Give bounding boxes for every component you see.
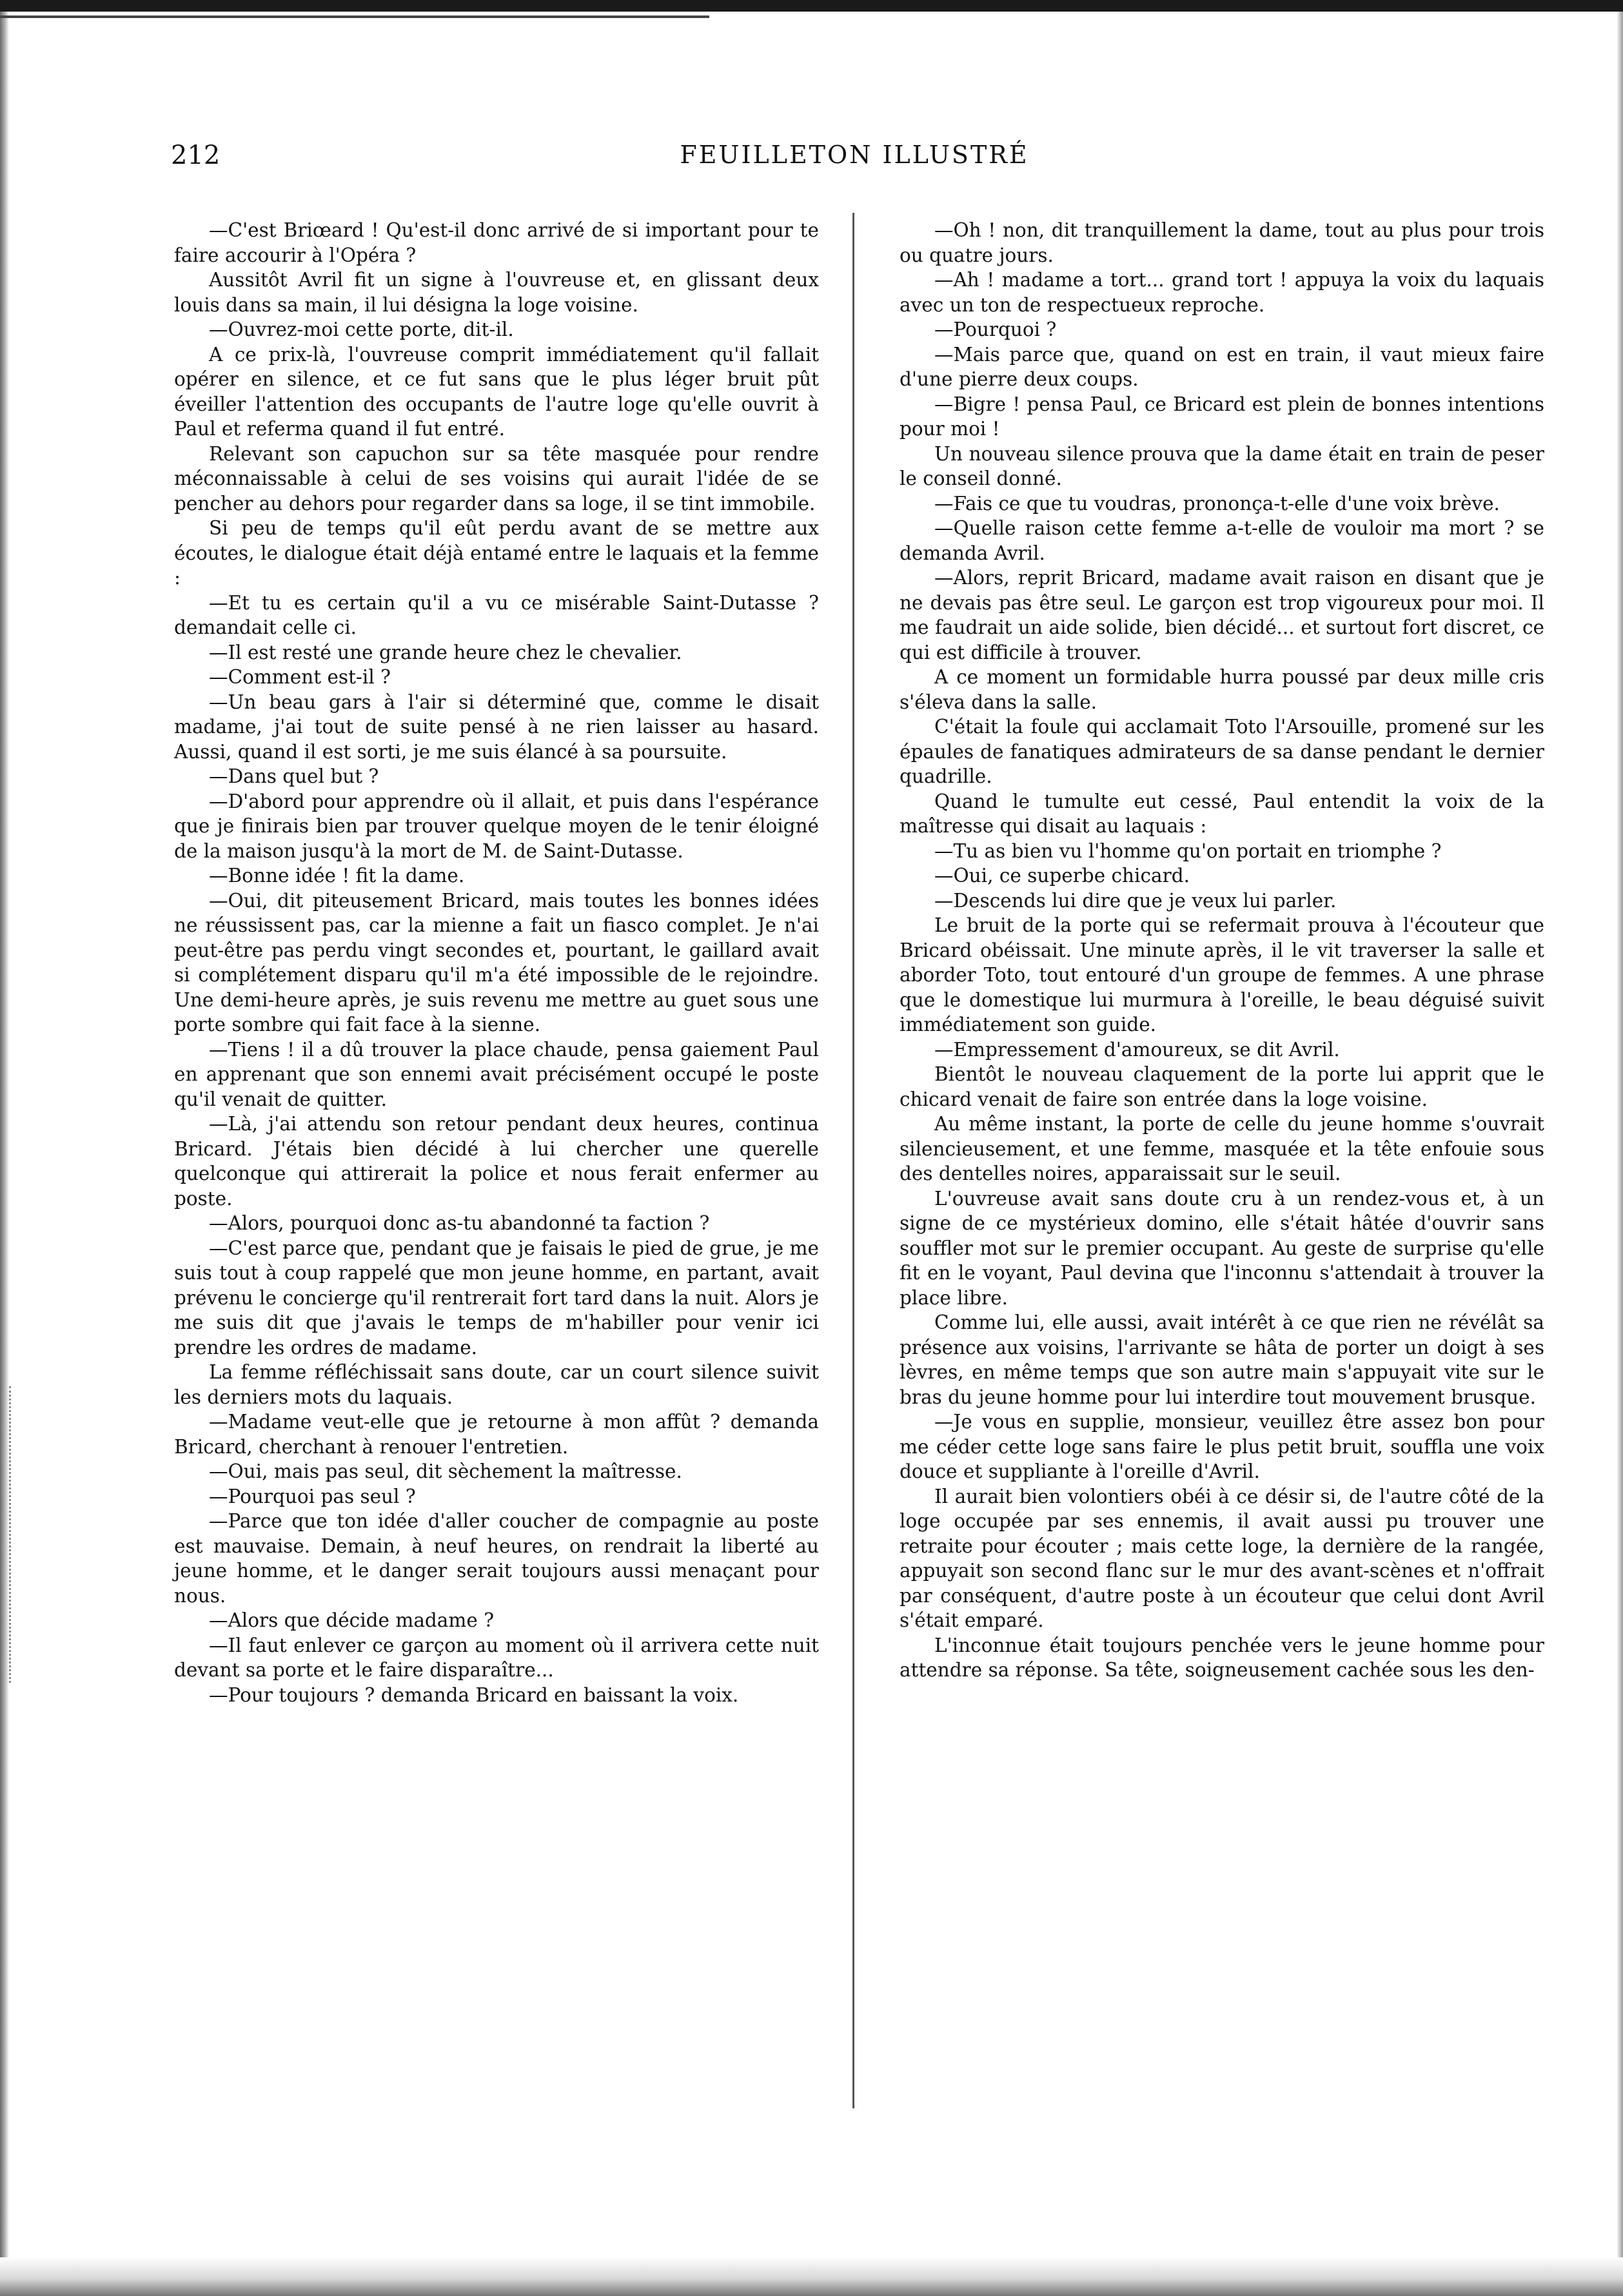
paragraph: —Alors, pourquoi donc as-tu abandonné ta faction ? — [209, 1212, 710, 1234]
paragraph: Quand le tumulte eut cessé, Paul entendit la voix de la maîtresse qui disait au laquais : — [900, 790, 1544, 837]
paragraph: —Oui, dit piteusement Bricard, mais toutes les bonnes idées ne réussissent pas, car la mienne a fait un fiasco complet. Je n'ai peut-être pas perdu vingt secondes et, pourtant, le gaillard avait si complétement disparu qu'il m'a été impossible de le rejoindre. Une demi-heure après, je suis revenu me mettre au guet sous une porte sombre qui fait face à la sienne. — [174, 889, 819, 1035]
paragraph: Au même instant, la porte de celle du jeune homme s'ouvrait silencieusement, et une femme, masquée et la tête enfouie sous des dentelles noires, apparaissait sur le seuil. — [900, 1113, 1544, 1184]
paragraph: —Oh ! non, dit tranquillement la dame, tout au plus pour trois ou quatre jours. — [900, 219, 1544, 266]
left-column — [174, 218, 819, 1707]
column-divider — [852, 213, 854, 2108]
paragraph: —Là, j'ai attendu son retour pendant deux heures, continua Bricard. J'étais bien décidé à lui chercher une querelle quelconque qui attirerait la police et nous ferait enfermer au poste. — [174, 1113, 819, 1210]
page-number: 212 — [171, 141, 221, 170]
paragraph: —Oui, ce superbe chicard. — [934, 865, 1190, 887]
paragraph: —Parce que ton idée d'aller coucher de compagnie au poste est mauvaise. Demain, à neuf heures, on rendrait la liberté au jeune homme, et le danger serait toujours aussi menaçant pour nous. — [174, 1510, 819, 1607]
paragraph: —Quelle raison cette femme a-t-elle de vouloir ma mort ? se demanda Avril. — [900, 517, 1544, 564]
top-rule — [0, 0, 1623, 12]
paragraph: —Tiens ! il a dû trouver la place chaude, pensa gaiement Paul en apprenant que son ennemi avait précisément occupé le poste qu'il venait de quitter. — [174, 1038, 819, 1110]
paragraph: Aussitôt Avril fit un signe à l'ouvreuse et, en glissant deux louis dans sa main, il lui désigna la loge voisine. — [174, 269, 819, 316]
binding-mark — [9, 1386, 23, 1683]
right-column — [900, 218, 1544, 1683]
paragraph: —D'abord pour apprendre où il allait, et puis dans l'espérance que je finirais bien par trouver quelque moyen de le tenir éloigné de la maison jusqu'à la mort de M. de Saint-Dutasse. — [174, 790, 819, 862]
paragraph: —Mais parce que, quand on est en train, il vaut mieux faire d'une pierre deux coups. — [900, 343, 1544, 390]
page-header — [164, 141, 1544, 179]
paragraph: L'inconnue était toujours penchée vers le jeune homme pour attendre sa réponse. Sa tête, soigneusement cachée sous les den- — [900, 1634, 1544, 1681]
paragraph: —Je vous en supplie, monsieur, veuillez être assez bon pour me céder cette loge sans faire le plus petit bruit, souffla une voix douce et suppliante à l'oreille d'Avril. — [900, 1411, 1544, 1482]
paragraph: —Un beau gars à l'air si déterminé que, comme le disait madame, j'ai tout de suite pensé à ne rien laisser au hasard. Aussi, quand il est sorti, je me suis élancé à sa poursuite. — [174, 691, 819, 763]
paragraph: Relevant son capuchon sur sa tête masquée pour rendre méconnaissable à celui de ses voisins qui aurait l'idée de se pencher au dehors pour regarder dans sa loge, il se tint immobile. — [174, 442, 819, 515]
paragraph: L'ouvreuse avait sans doute cru à un rendez-vous et, à un signe de ce mystérieux domino, elle s'était hâtée d'ouvrir sans souffler mot sur le premier occupant. Au geste de surprise qu'elle fit en le voyant, Paul devina que l'inconnu s'attendait à trouver la place libre. — [900, 1187, 1544, 1309]
running-title: FEUILLETON ILLUSTRÉ — [680, 141, 1029, 169]
paragraph: —Dans quel but ? — [209, 765, 379, 787]
paragraph: —Bigre ! pensa Paul, ce Bricard est plein de bonnes intentions pour moi ! — [900, 393, 1544, 440]
paragraph: C'était la foule qui acclamait Toto l'Arsouille, promené sur les épaules de fanatiques admirateurs de sa danse pendant le dernier quadrille. — [900, 716, 1544, 787]
paragraph: —Empressement d'amoureux, se dit Avril. — [934, 1038, 1340, 1061]
paragraph: —Madame veut-elle que je retourne à mon affût ? demanda Bricard, cherchant à renouer l'entretien. — [174, 1411, 819, 1458]
paragraph: —Alors, reprit Bricard, madame avait raison en disant que je ne devais pas être seul. Le garçon est trop vigoureux pour moi. Il me faudrait un aide solide, bien décidé... et surtout fort discret, ce qui est difficile à trouver. — [900, 567, 1544, 663]
paragraph: A ce prix-là, l'ouvreuse comprit immédiatement qu'il fallait opérer en silence, et ce fut sans que le plus léger bruit pût éveiller l'attention des occupants de l'autre loge qu'elle ouvrit à Paul et referma quand il fut entré. — [174, 343, 819, 440]
page-right-edge — [1617, 0, 1623, 2296]
paragraph: —Pourquoi ? — [934, 319, 1057, 340]
paragraph: —C'est Briœard ! Qu'est-il donc arrivé de si important pour te faire accourir à l'Opéra ? — [174, 219, 819, 266]
paragraph: —Fais ce que tu voudras, prononça-t-elle d'une voix brève. — [934, 492, 1500, 515]
paragraph: Si peu de temps qu'il eût perdu avant de se mettre aux écoutes, le dialogue était déjà entamé entre le laquais et la femme : — [174, 517, 819, 589]
paragraph: —Et tu es certain qu'il a vu ce misérable Saint-Dutasse ? demandait celle ci. — [174, 591, 819, 638]
paragraph: —Descends lui dire que je veux lui parler. — [934, 889, 1337, 912]
page-bottom-shadow — [0, 2257, 1623, 2296]
paragraph: —Ah ! madame a tort... grand tort ! appuya la voix du laquais avec un ton de respectueux reproche. — [900, 269, 1544, 316]
paragraph: A ce moment un formidable hurra poussé par deux mille cris s'éleva dans la salle. — [900, 666, 1544, 713]
paragraph: —Ouvrez-moi cette porte, dit-il. — [209, 319, 514, 340]
paragraph: —Il faut enlever ce garçon au moment où il arrivera cette nuit devant sa porte et le faire disparaître... — [174, 1634, 819, 1681]
paragraph: —Pourquoi pas seul ? — [209, 1485, 416, 1507]
paragraph: —Bonne idée ! fit la dame. — [209, 865, 465, 887]
paragraph: Il aurait bien volontiers obéi à ce désir si, de l'autre côté de la loge occupée par ses ennemis, il avait aussi pu trouver une retraite pour écouter ; mais cette loge, la dernière de la rangée, appuyait son second flanc sur le mur des avant-scènes et n'offrait par conséquent, d'autre poste à un écouteur que celui dont Avril s'était emparé. — [900, 1485, 1544, 1631]
paragraph: Bientôt le nouveau claquement de la porte lui apprit que le chicard venait de faire son entrée dans la loge voisine. — [900, 1063, 1544, 1110]
paragraph: —Tu as bien vu l'homme qu'on portait en triomphe ? — [934, 839, 1442, 862]
top-rule-secondary — [0, 15, 709, 18]
paragraph: —Comment est-il ? — [209, 666, 391, 688]
paragraph: —Oui, mais pas seul, dit sèchement la maîtresse. — [209, 1460, 682, 1482]
paragraph: —Pour toujours ? demanda Bricard en baissant la voix. — [209, 1683, 739, 1706]
paragraph: Le bruit de la porte qui se refermait prouva à l'écouteur que Bricard obéissait. Une minute après, il le vit traverser la salle et aborder Toto, tout entouré d'un groupe de femmes. A une phrase que le domestique lui murmura à l'oreille, le beau déguisé suivit immédiatement son guide. — [900, 914, 1544, 1035]
paragraph: Comme lui, elle aussi, avait intérêt à ce que rien ne révélât sa présence aux voisins, l'arrivante se hâta de porter un doigt à ses lèvres, en même temps que son autre main s'appuyait vite sur le bras du jeune homme pour lui interdire tout mouvement brusque. — [900, 1311, 1544, 1408]
paragraph: Un nouveau silence prouva que la dame était en train de peser le conseil donné. — [900, 442, 1544, 489]
paragraph: —Il est resté une grande heure chez le chevalier. — [209, 641, 682, 663]
paragraph: La femme réfléchissait sans doute, car un court silence suivit les derniers mots du laquais. — [174, 1361, 819, 1408]
paragraph: —C'est parce que, pendant que je faisais le pied de grue, je me suis tout à coup rappelé que mon jeune homme, en partant, avait prévenu le concierge qu'il rentrerait fort tard dans la nuit. Alors je me suis dit que j'avais le temps de m'habiller pour venir ici prendre les ordres de madame. — [174, 1237, 819, 1359]
page-left-edge — [0, 0, 9, 2296]
paragraph: —Alors que décide madame ? — [209, 1609, 495, 1631]
